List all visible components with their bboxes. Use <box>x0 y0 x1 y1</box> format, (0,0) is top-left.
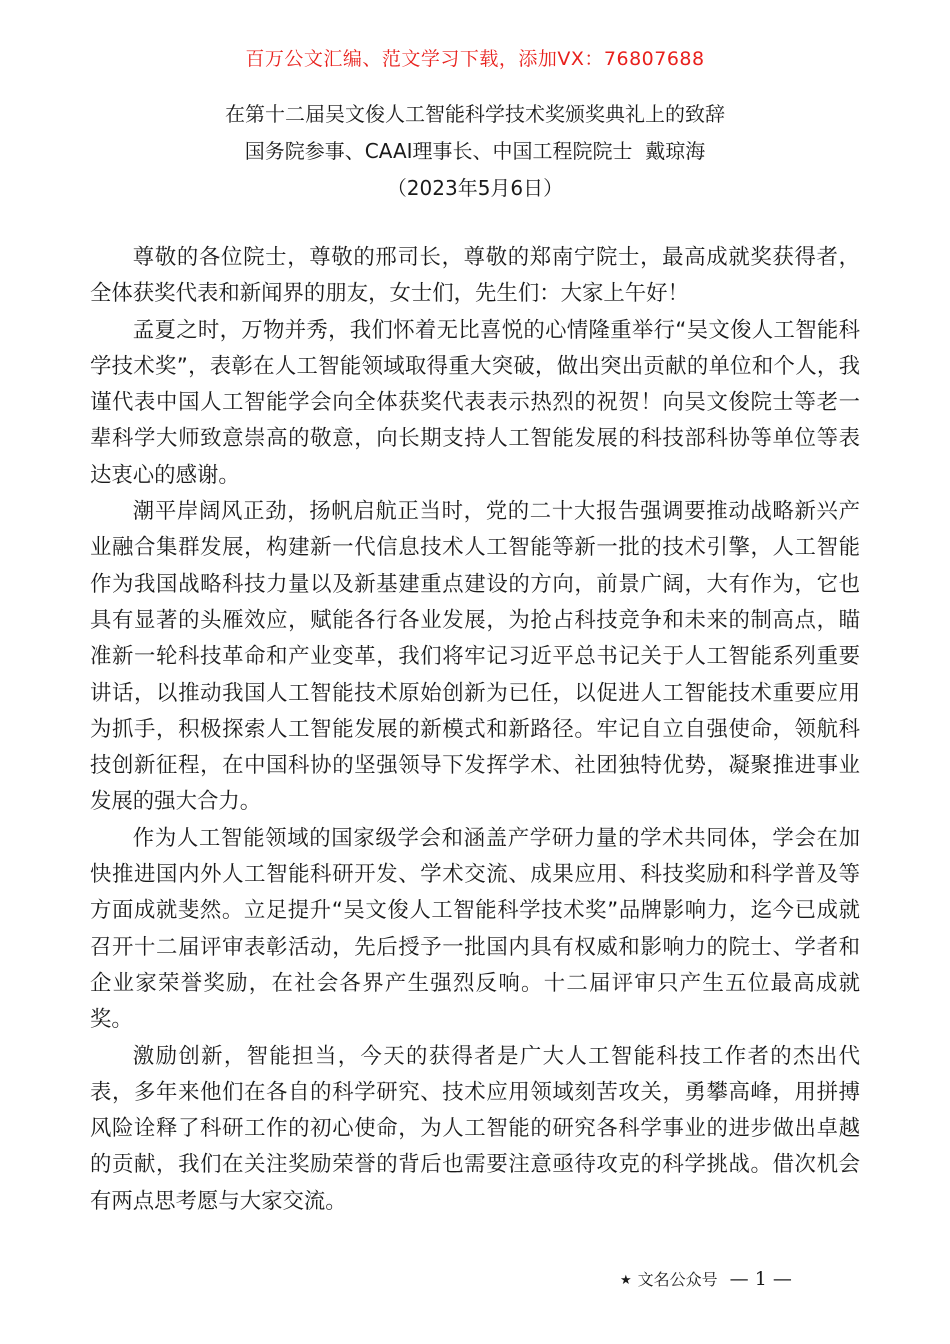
paragraph-3: 潮平岸阔风正劲，扬帆启航正当时，党的二十大报告强调要推动战略新兴产业融合集群发展，构建新一代信息技术人工智能等新一批的技术引擎，人工智能作为我国战略科技力量以及新基建重点建设的方向，前景广阔，大有作为，它也具有显著的头雁效应，赋能各行各业发展，为抢占科技竞争和未来的制高点，瞄准新一轮科技革命和产业变革，我们将牢记习近平总书记关于人工智能系列重要讲话，以推动我国人工智能技术原始创新为已任，以促进人工智能技术重要应用为抓手，积极探索人工智能发展的新模式和新路径。牢记自立自强使命，领航科技创新征程，在中国科协的坚强领导下发挥学术、社团独特优势，凝聚推进事业发展的强大合力。 <box>90 499 860 815</box>
speech-title: 在第十二届吴文俊人工智能科学技术奖颁奖典礼上的致辞 <box>225 102 725 126</box>
paragraph-4: 作为人工智能领域的国家级学会和涵盖产学研力量的学术共同体，学会在加快推进国内外人工智能科研开发、学术交流、成果应用、科技奖励和科学普及等方面成就斐然。立足提升“吴文俊人工智能科学技术奖”品牌影响力，迄今已成就召开十二届评审表彰活动，先后授予一批国内具有权威和影响力的院士、学者和企业家荣誉奖励，在社会各界产生强烈反响。十二届评审只产生五位最高成就奖。 <box>90 825 860 1033</box>
speech-body <box>90 240 860 1220</box>
footer-label: 文名公众号 <box>637 1270 718 1289</box>
promo-banner: 百万公文汇编、范文学习下载，添加VX：76807688 <box>245 48 705 70</box>
speech-date: （2023年5月6日） <box>386 176 564 200</box>
title-block <box>0 96 950 207</box>
paragraph-2: 孟夏之时，万物并秀，我们怀着无比喜悦的心情隆重举行“吴文俊人工智能科学技术奖”，表彰在人工智能领域取得重大突破，做出突出贡献的单位和个人，我谨代表中国人工智能学会向全体获奖代表表示热烈的祝贺！向吴文俊院士等老一辈科学大师致意崇高的敬意，向长期支持人工智能发展的科技部科协等单位等表达衷心的感谢。 <box>90 317 860 488</box>
star-icon: ★ <box>620 1273 632 1288</box>
page-footer <box>620 1264 860 1296</box>
page-number: — 1 — <box>729 1268 792 1290</box>
speaker-line: 国务院参事、CAAI理事长、中国工程院院士 戴琼海 <box>244 139 706 163</box>
paragraph-1: 尊敬的各位院士，尊敬的邢司长，尊敬的郑南宁院士，最高成就奖获得者，全体获奖代表和新闻界的朋友，女士们，先生们：大家上午好！ <box>90 245 860 307</box>
paragraph-5: 激励创新，智能担当，今天的获得者是广大人工智能科技工作者的杰出代表，多年来他们在各自的科学研究、技术应用领域刻苦攻关，勇攀高峰，用拼搏风险诠释了科研工作的初心使命，为人工智能的研究各科学事业的进步做出卓越的贡献，我们在关注奖励荣誉的背后也需要注意亟待攻克的科学挑战。借次机会有两点思考愿与大家交流。 <box>90 1043 860 1214</box>
